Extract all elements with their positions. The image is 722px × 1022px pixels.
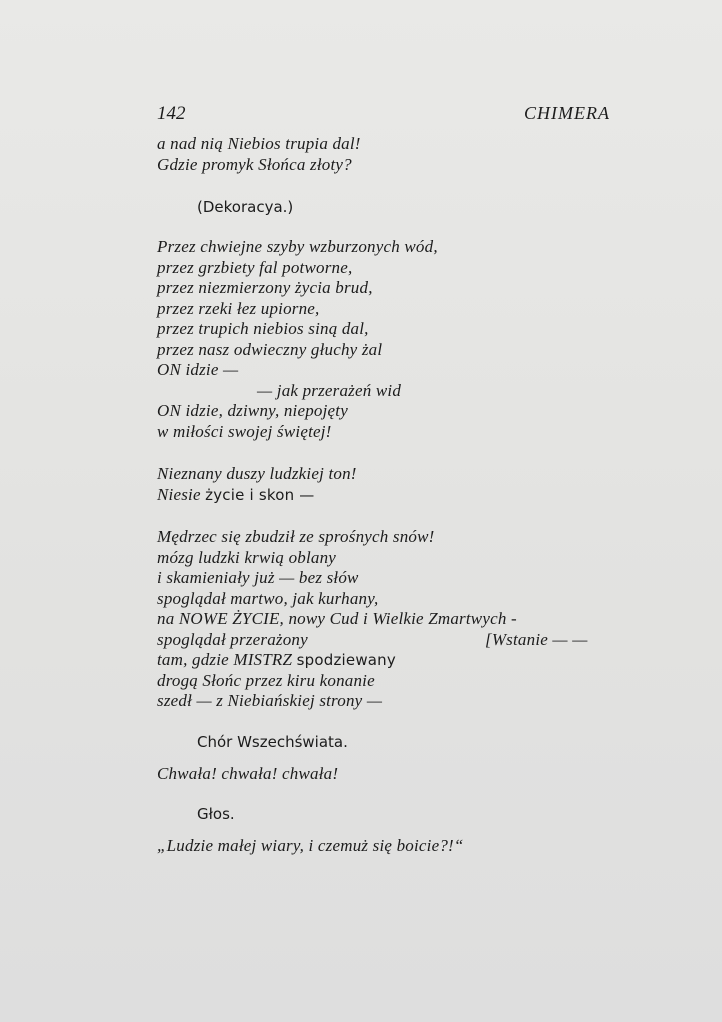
verse-line: Mędrzec się zbudził ze sprośnych snów! bbox=[157, 527, 435, 546]
verse-continuation: [Wstanie — — bbox=[485, 629, 588, 649]
verse-fragment-roman: życie i skon — bbox=[205, 485, 315, 504]
verse-line: Chwała! chwała! chwała! bbox=[157, 763, 339, 783]
verse-line: i skamieniały już — bez słów bbox=[157, 568, 359, 587]
verse-line-mixed bbox=[157, 650, 617, 671]
verse-fragment: Niesie bbox=[157, 484, 201, 504]
verse-line: szedł — z Niebiańskiej strony — bbox=[157, 691, 383, 710]
verse-line: Przez chwiejne szyby wzburzonych wód, bbox=[157, 237, 438, 256]
verse-fragment: spoglądał przerażony bbox=[157, 629, 308, 649]
verse-line: „Ludzie małej wiary, i czemuż się boicie?!“ bbox=[157, 836, 464, 855]
verse-line: spoglądał martwo, jak kurhany, bbox=[157, 588, 379, 608]
verse-line: przez rzeki łez upiorne, bbox=[157, 298, 320, 318]
verse-fragment: tam, gdzie MISTRZ bbox=[157, 650, 293, 669]
verse-line: Nieznany duszy ludzkiej ton! bbox=[157, 464, 357, 483]
poem-text bbox=[157, 134, 617, 857]
verse-fragment-roman: spodziewany bbox=[296, 651, 396, 669]
verse-line: przez niezmierzony życia brud, bbox=[157, 278, 373, 297]
verse-line: przez nasz odwieczny głuchy żal bbox=[157, 339, 383, 359]
page-header bbox=[0, 103, 722, 131]
verse-line: ON idzie, dziwny, niepojęty bbox=[157, 401, 348, 420]
verse-line-split bbox=[157, 630, 617, 651]
stage-direction-voice: Głos. bbox=[197, 805, 235, 823]
verse-line-mixed bbox=[157, 485, 617, 506]
verse-line: przez grzbiety fal potworne, bbox=[157, 257, 353, 277]
page-number: 142 bbox=[157, 103, 186, 124]
running-title: CHIMERA bbox=[524, 103, 610, 123]
verse-line-indented: — jak przerażeń wid bbox=[257, 380, 402, 400]
verse-line: przez trupich niebios siną dal, bbox=[157, 319, 369, 338]
verse-line: Gdzie promyk Słońca złoty? bbox=[157, 154, 352, 174]
verse-line: w miłości swojej świętej! bbox=[157, 421, 332, 441]
verse-line: mózg ludzki krwią oblany bbox=[157, 547, 337, 567]
stage-direction-decoration: (Dekoracya.) bbox=[197, 198, 294, 216]
verse-line: a nad nią Niebios trupia dal! bbox=[157, 134, 361, 153]
verse-line: na NOWE ŻYCIE, nowy Cud i Wielkie Zmartwych - bbox=[157, 609, 517, 628]
verse-line: ON idzie — bbox=[157, 360, 239, 379]
stage-direction-choir: Chór Wszechświata. bbox=[197, 732, 348, 751]
verse-line: drogą Słońc przez kiru konanie bbox=[157, 670, 375, 690]
